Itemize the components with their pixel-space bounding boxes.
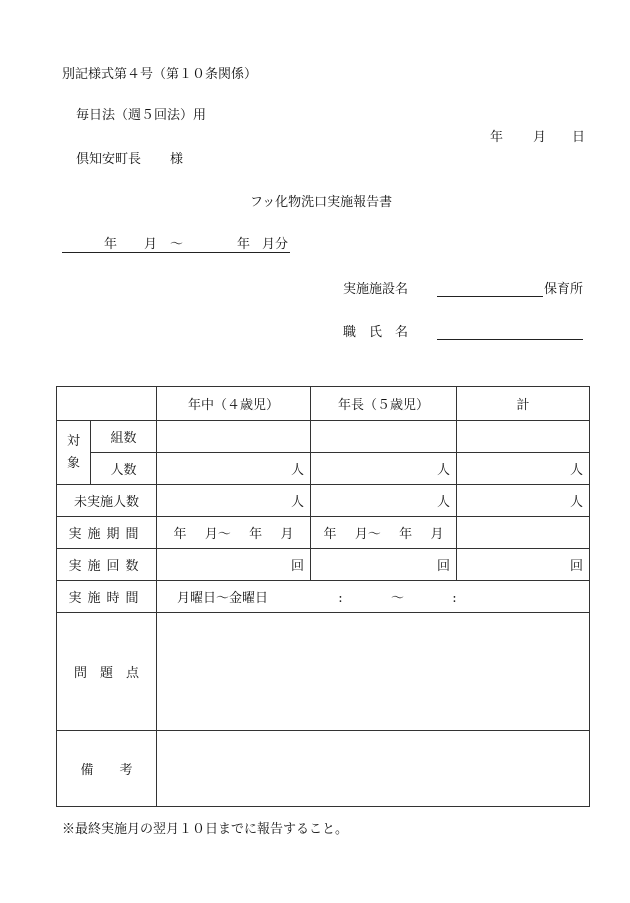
- period-age4-m2: 月: [280, 527, 294, 542]
- count-age4-cell[interactable]: 回: [157, 549, 311, 581]
- time-label: 実施時間: [57, 581, 157, 613]
- period-age5-cell[interactable]: [311, 517, 457, 549]
- persons-row: [57, 453, 590, 485]
- time-colon-end: :: [452, 591, 457, 606]
- facility-name-field[interactable]: [437, 296, 543, 297]
- time-colon-start: :: [338, 591, 343, 606]
- persons-age5-cell[interactable]: 人: [311, 453, 457, 485]
- period-year: 年: [104, 237, 118, 252]
- header-age4: 年中（４歳児）: [157, 387, 311, 421]
- position-name-field[interactable]: [437, 339, 583, 340]
- period-row: [57, 517, 590, 549]
- period-age4-y1: 年: [173, 527, 187, 542]
- facility-label: 実施施設名: [343, 282, 409, 297]
- date-month: 月: [533, 130, 547, 145]
- period-age4-y2: 年: [249, 527, 263, 542]
- groups-label: 組数: [91, 421, 157, 453]
- count-row: [57, 549, 590, 581]
- period-age5-y1: 年: [323, 527, 337, 542]
- groups-total-cell[interactable]: [457, 421, 590, 453]
- header-age5: 年長（５歳児）: [311, 387, 457, 421]
- period-month-suffix: 月分: [262, 237, 289, 252]
- not-implemented-label: 未実施人数: [57, 485, 157, 517]
- not-implemented-age4-cell[interactable]: 人: [157, 485, 311, 517]
- period-tilde: ～: [170, 237, 184, 252]
- count-label: 実施回数: [57, 549, 157, 581]
- count-total-cell[interactable]: 回: [457, 549, 590, 581]
- not-implemented-row: [57, 485, 590, 517]
- header-total: 計: [457, 387, 590, 421]
- form-id: 別記様式第４号（第１０条関係）: [62, 67, 258, 82]
- not-implemented-age5-cell[interactable]: 人: [311, 485, 457, 517]
- facility-suffix: 保育所: [544, 282, 584, 297]
- time-tilde: ～: [390, 591, 404, 606]
- target-label: [57, 421, 91, 485]
- persons-total-cell[interactable]: 人: [457, 453, 590, 485]
- count-age5-cell[interactable]: 回: [311, 549, 457, 581]
- period-age4-m1: 月～: [204, 527, 231, 542]
- footnote: ※最終実施月の翌月１０日までに報告すること。: [62, 822, 349, 837]
- time-row: [57, 581, 590, 613]
- time-cell[interactable]: [157, 581, 590, 613]
- addressee-name: 倶知安町長: [76, 152, 142, 167]
- not-implemented-total-cell[interactable]: 人: [457, 485, 590, 517]
- period-label: 実施期間: [57, 517, 157, 549]
- position-name-label: 職 氏 名: [343, 325, 409, 340]
- remarks-row: [57, 731, 590, 807]
- persons-label: 人数: [91, 453, 157, 485]
- period-age5-y2: 年: [399, 527, 413, 542]
- groups-row: [57, 421, 590, 453]
- remarks-cell[interactable]: [157, 731, 590, 807]
- document-title: フッ化物洗口実施報告書: [250, 195, 393, 210]
- problems-row: [57, 613, 590, 731]
- addressee-honorific: 様: [170, 152, 184, 167]
- persons-age4-cell[interactable]: 人: [157, 453, 311, 485]
- groups-age5-cell[interactable]: [311, 421, 457, 453]
- period-age4-cell[interactable]: [157, 517, 311, 549]
- problems-label: 問 題 点: [57, 613, 157, 731]
- remarks-label: 備 考: [57, 731, 157, 807]
- groups-age4-cell[interactable]: [157, 421, 311, 453]
- problems-cell[interactable]: [157, 613, 590, 731]
- date-year: 年: [490, 130, 504, 145]
- date-day: 日: [572, 130, 586, 145]
- period-age5-m1: 月～: [354, 527, 381, 542]
- method-label: 毎日法（週５回法）用: [76, 108, 207, 123]
- period-year2: 年: [237, 237, 251, 252]
- period-age5-m2: 月: [430, 527, 444, 542]
- period-total-cell[interactable]: [457, 517, 590, 549]
- report-table: [56, 386, 590, 807]
- period-month: 月: [144, 237, 158, 252]
- header-blank-cell: [57, 387, 157, 421]
- time-days: 月曜日～金曜日: [177, 591, 269, 606]
- table-header-row: [57, 387, 590, 421]
- target-label-text: 対象: [67, 433, 81, 471]
